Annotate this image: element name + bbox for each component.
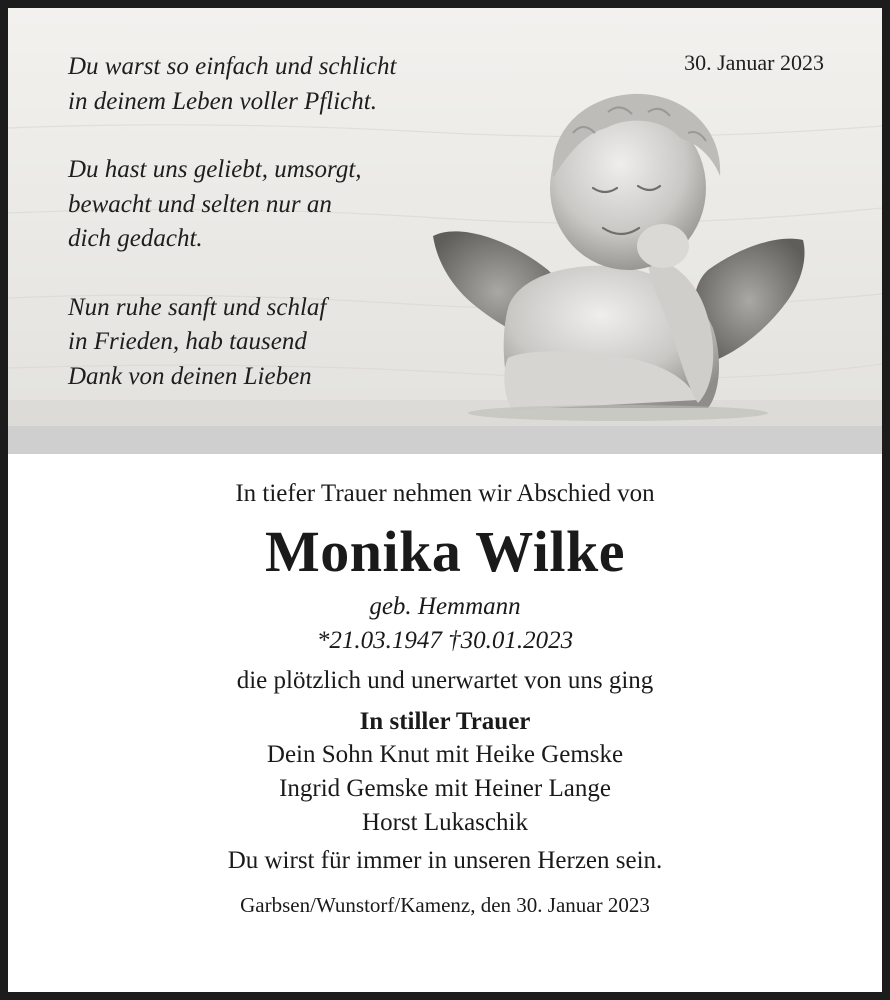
poem-line: Du warst so einfach und schlicht bbox=[68, 53, 397, 80]
header-date: 30. Januar 2023 bbox=[684, 50, 824, 75]
deceased-name: Monika Wilke bbox=[264, 519, 625, 584]
life-dates: *21.03.1947 †30.01.2023 bbox=[316, 627, 574, 654]
closing-line: Du wirst für immer in unseren Herzen sein. bbox=[227, 847, 663, 874]
poem-line: Nun ruhe sanft und schlaf bbox=[68, 293, 327, 321]
hero-image bbox=[8, 8, 882, 426]
poem-line: dich gedacht. bbox=[68, 225, 203, 252]
poem-line: in deinem Leben voller Pflicht. bbox=[68, 87, 377, 115]
poem-stanza bbox=[68, 50, 396, 119]
obituary-text bbox=[8, 478, 882, 920]
intro-text: In tiefer Trauer nehmen wir Abschied von bbox=[235, 480, 655, 507]
poem-line: Dank von deinen Lieben bbox=[68, 362, 312, 390]
divider-band bbox=[8, 426, 882, 454]
poem-stanza bbox=[68, 291, 396, 395]
mourner-line: Horst Lukaschik bbox=[362, 809, 528, 836]
passing-text: die plötzlich und unerwartet von uns ging bbox=[236, 667, 654, 694]
place-date: Garbsen/Wunstorf/Kamenz, den 30. Januar 2023 bbox=[240, 893, 650, 917]
poem-line: bewacht und selten nur an bbox=[68, 190, 332, 218]
poem-line: in Frieden, hab tausend bbox=[68, 328, 307, 355]
poem-line: Du hast uns geliebt, umsorgt, bbox=[68, 156, 362, 183]
mourner-line: Ingrid Gemske mit Heiner Lange bbox=[279, 775, 611, 802]
poem bbox=[68, 50, 396, 426]
maiden-name: geb. Hemmann bbox=[369, 593, 521, 620]
mourning-heading: In stiller Trauer bbox=[359, 708, 531, 735]
poem-stanza bbox=[68, 153, 396, 257]
mourner-line: Dein Sohn Knut mit Heike Gemske bbox=[266, 741, 624, 768]
